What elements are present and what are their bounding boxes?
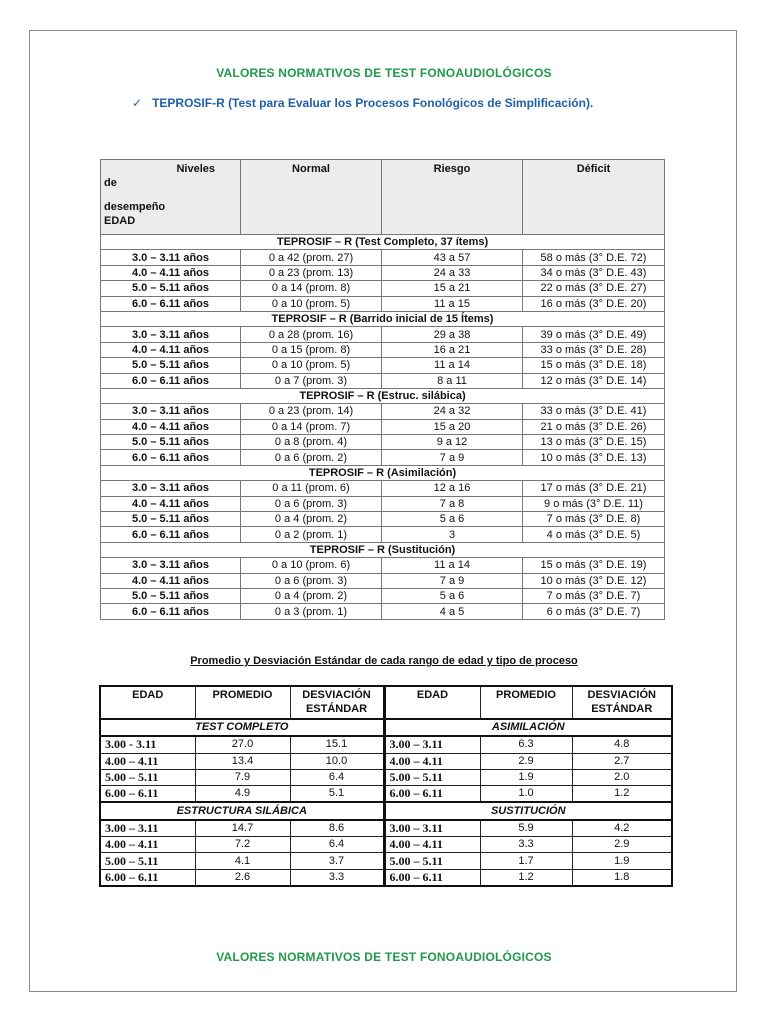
age-cell-right: 3.00 – 3.11 <box>384 736 480 753</box>
table-row <box>100 753 672 769</box>
age-cell: 4.0 – 4.11 años <box>101 496 241 511</box>
desviacion-cell-right: 1.8 <box>572 869 672 886</box>
promedio-cell-right: 6.3 <box>480 736 572 753</box>
desviacion-cell-left: 5.1 <box>290 786 384 803</box>
desviacion-cell-right: 2.9 <box>572 837 672 853</box>
section-header-row <box>101 542 665 557</box>
desviacion-cell-right: 2.0 <box>572 769 672 785</box>
deficit-cell: 9 o más (3° D.E. 11) <box>523 496 665 511</box>
group-title-right: SUSTITUCIÓN <box>384 802 672 819</box>
deficit-cell: 13 o más (3° D.E. 15) <box>523 435 665 450</box>
desviacion-cell-right: 2.7 <box>572 753 672 769</box>
header-levels <box>101 160 241 235</box>
promedio-cell-left: 13.4 <box>195 753 290 769</box>
section-title: TEPROSIF – R (Asimilación) <box>101 465 665 480</box>
deficit-cell: 58 o más (3° D.E. 72) <box>523 250 665 265</box>
riesgo-cell: 43 a 57 <box>382 250 523 265</box>
footer-title: VALORES NORMATIVOS DE TEST FONOAUDIOLÓGICOS <box>216 950 552 964</box>
promedio-cell-right: 1.7 <box>480 853 572 869</box>
normal-cell: 0 a 2 (prom. 1) <box>241 527 382 542</box>
age-cell: 4.0 – 4.11 años <box>101 342 241 357</box>
riesgo-cell: 7 a 9 <box>382 450 523 465</box>
table-row <box>101 588 665 603</box>
section-header-row <box>101 311 665 326</box>
table-row <box>101 496 665 511</box>
riesgo-cell: 5 a 6 <box>382 588 523 603</box>
table-row <box>101 512 665 527</box>
section-header-row <box>101 465 665 480</box>
age-cell-right: 5.00 – 5.11 <box>384 853 480 869</box>
header-levels-line2: de <box>104 177 117 189</box>
section-header-row <box>101 388 665 403</box>
group-header-row <box>100 802 672 819</box>
riesgo-cell: 11 a 15 <box>382 296 523 311</box>
deficit-cell: 16 o más (3° D.E. 20) <box>523 296 665 311</box>
riesgo-cell: 24 a 33 <box>382 265 523 280</box>
promedio-cell-right: 1.9 <box>480 769 572 785</box>
deficit-cell: 7 o más (3° D.E. 7) <box>523 588 665 603</box>
age-cell-right: 6.00 – 6.11 <box>384 786 480 803</box>
section-header-row <box>101 235 665 250</box>
deficit-cell: 21 o más (3° D.E. 26) <box>523 419 665 434</box>
normal-cell: 0 a 7 (prom. 3) <box>241 373 382 388</box>
header-levels-line4: EDAD <box>104 215 136 227</box>
promedio-cell-left: 7.9 <box>195 769 290 785</box>
riesgo-cell: 24 a 32 <box>382 404 523 419</box>
normal-cell: 0 a 6 (prom. 2) <box>241 450 382 465</box>
promedio-cell-left: 14.7 <box>195 820 290 837</box>
deficit-cell: 15 o más (3° D.E. 18) <box>523 358 665 373</box>
subtitle <box>132 96 593 110</box>
promedio-cell-left: 4.1 <box>195 853 290 869</box>
header-deficit: Déficit <box>523 160 665 235</box>
age-cell-right: 4.00 – 4.11 <box>384 753 480 769</box>
riesgo-cell: 15 a 21 <box>382 281 523 296</box>
promedio-cell-left: 7.2 <box>195 837 290 853</box>
age-cell-right: 4.00 – 4.11 <box>384 837 480 853</box>
header-desviacion-right-line1: DESVIACIÓN <box>587 689 656 701</box>
age-cell: 6.0 – 6.11 años <box>101 604 241 619</box>
age-cell: 6.0 – 6.11 años <box>101 373 241 388</box>
table-row <box>100 769 672 785</box>
riesgo-cell: 12 a 16 <box>382 481 523 496</box>
age-cell-left: 4.00 – 4.11 <box>100 837 195 853</box>
table-row <box>101 342 665 357</box>
desviacion-cell-left: 15.1 <box>290 736 384 753</box>
header-riesgo: Riesgo <box>382 160 523 235</box>
deficit-cell: 4 o más (3° D.E. 5) <box>523 527 665 542</box>
table2-caption: Promedio y Desviación Estándar de cada rango de edad y tipo de proceso <box>190 655 578 667</box>
subtitle-text: TEPROSIF-R (Test para Evaluar los Procesos Fonológicos de Simplificación). <box>152 96 594 110</box>
age-cell: 5.0 – 5.11 años <box>101 281 241 296</box>
age-cell: 3.0 – 3.11 años <box>101 404 241 419</box>
age-cell: 6.0 – 6.11 años <box>101 296 241 311</box>
table-row <box>101 604 665 619</box>
age-cell: 3.0 – 3.11 años <box>101 327 241 342</box>
normal-cell: 0 a 6 (prom. 3) <box>241 496 382 511</box>
promedio-cell-left: 4.9 <box>195 786 290 803</box>
normal-cell: 0 a 6 (prom. 3) <box>241 573 382 588</box>
age-cell-left: 3.00 - 3.11 <box>100 736 195 753</box>
promedio-cell-left: 27.0 <box>195 736 290 753</box>
deficit-cell: 39 o más (3° D.E. 49) <box>523 327 665 342</box>
riesgo-cell: 29 a 38 <box>382 327 523 342</box>
deficit-cell: 22 o más (3° D.E. 27) <box>523 281 665 296</box>
desviacion-cell-left: 8.6 <box>290 820 384 837</box>
header-desviacion-left-line2: ESTÁNDAR <box>305 703 368 715</box>
header-desviacion-left-line1: DESVIACIÓN <box>302 689 371 701</box>
riesgo-cell: 7 a 8 <box>382 496 523 511</box>
desviacion-cell-left: 3.7 <box>290 853 384 869</box>
desviacion-cell-right: 1.9 <box>572 853 672 869</box>
normal-cell: 0 a 11 (prom. 6) <box>241 481 382 496</box>
section-title: TEPROSIF – R (Sustitución) <box>101 542 665 557</box>
deficit-cell: 17 o más (3° D.E. 21) <box>523 481 665 496</box>
table-row <box>101 573 665 588</box>
age-cell: 5.0 – 5.11 años <box>101 512 241 527</box>
header-promedio-left: PROMEDIO <box>195 686 290 719</box>
desviacion-cell-left: 10.0 <box>290 753 384 769</box>
header-promedio-right: PROMEDIO <box>480 686 572 719</box>
table-row <box>100 869 672 886</box>
table-row <box>101 481 665 496</box>
normal-cell: 0 a 28 (prom. 16) <box>241 327 382 342</box>
normal-cell: 0 a 3 (prom. 1) <box>241 604 382 619</box>
normal-cell: 0 a 4 (prom. 2) <box>241 512 382 527</box>
table-row <box>100 786 672 803</box>
desviacion-cell-right: 4.2 <box>572 820 672 837</box>
table-row <box>101 281 665 296</box>
age-cell-right: 6.00 – 6.11 <box>384 869 480 886</box>
page-title: VALORES NORMATIVOS DE TEST FONOAUDIOLÓGICOS <box>216 66 552 80</box>
desviacion-cell-right: 4.8 <box>572 736 672 753</box>
normal-cell: 0 a 14 (prom. 7) <box>241 419 382 434</box>
promedio-cell-right: 1.0 <box>480 786 572 803</box>
table-row <box>101 527 665 542</box>
normal-cell: 0 a 23 (prom. 13) <box>241 265 382 280</box>
age-cell: 3.0 – 3.11 años <box>101 250 241 265</box>
table-row <box>101 327 665 342</box>
age-cell: 4.0 – 4.11 años <box>101 419 241 434</box>
table-row <box>101 358 665 373</box>
age-cell: 5.0 – 5.11 años <box>101 435 241 450</box>
table-row <box>101 404 665 419</box>
age-cell: 4.0 – 4.11 años <box>101 573 241 588</box>
mean-sd-table <box>99 685 673 887</box>
header-desviacion-left <box>290 686 384 719</box>
group-title-left: ESTRUCTURA SILÁBICA <box>100 802 384 819</box>
deficit-cell: 33 o más (3° D.E. 41) <box>523 404 665 419</box>
age-cell-right: 3.00 – 3.11 <box>384 820 480 837</box>
section-title: TEPROSIF – R (Test Completo, 37 ítems) <box>101 235 665 250</box>
desviacion-cell-left: 3.3 <box>290 869 384 886</box>
deficit-cell: 12 o más (3° D.E. 14) <box>523 373 665 388</box>
header-desviacion-right-line2: ESTÁNDAR <box>591 703 653 715</box>
table-row <box>101 435 665 450</box>
riesgo-cell: 7 a 9 <box>382 573 523 588</box>
normal-cell: 0 a 4 (prom. 2) <box>241 588 382 603</box>
table-row <box>101 558 665 573</box>
header-desviacion-right <box>572 686 672 719</box>
riesgo-cell: 11 a 14 <box>382 558 523 573</box>
table-row <box>100 736 672 753</box>
riesgo-cell: 15 a 20 <box>382 419 523 434</box>
group-title-left: TEST COMPLETO <box>100 719 384 736</box>
age-cell-left: 4.00 – 4.11 <box>100 753 195 769</box>
table-row <box>101 265 665 280</box>
teprosif-table <box>100 159 665 620</box>
promedio-cell-right: 2.9 <box>480 753 572 769</box>
group-title-right: ASIMILACIÓN <box>384 719 672 736</box>
riesgo-cell: 4 a 5 <box>382 604 523 619</box>
header-levels-line3: desempeño <box>104 201 166 213</box>
desviacion-cell-left: 6.4 <box>290 837 384 853</box>
desviacion-cell-left: 6.4 <box>290 769 384 785</box>
age-cell: 5.0 – 5.11 años <box>101 358 241 373</box>
riesgo-cell: 16 a 21 <box>382 342 523 357</box>
age-cell: 6.0 – 6.11 años <box>101 527 241 542</box>
age-cell-left: 5.00 – 5.11 <box>100 769 195 785</box>
checkmark-icon: ✓ <box>132 96 143 110</box>
deficit-cell: 7 o más (3° D.E. 8) <box>523 512 665 527</box>
riesgo-cell: 5 a 6 <box>382 512 523 527</box>
table-row <box>101 373 665 388</box>
table-row <box>101 419 665 434</box>
table-row <box>100 853 672 869</box>
deficit-cell: 33 o más (3° D.E. 28) <box>523 342 665 357</box>
age-cell: 5.0 – 5.11 años <box>101 588 241 603</box>
normal-cell: 0 a 10 (prom. 5) <box>241 358 382 373</box>
age-cell-left: 5.00 – 5.11 <box>100 853 195 869</box>
riesgo-cell: 8 a 11 <box>382 373 523 388</box>
desviacion-cell-right: 1.2 <box>572 786 672 803</box>
table-row <box>101 296 665 311</box>
section-title: TEPROSIF – R (Estruc. silábica) <box>101 388 665 403</box>
table-row <box>100 837 672 853</box>
age-cell-left: 6.00 – 6.11 <box>100 869 195 886</box>
group-header-row <box>100 719 672 736</box>
header-edad-right: EDAD <box>384 686 480 719</box>
riesgo-cell: 9 a 12 <box>382 435 523 450</box>
deficit-cell: 10 o más (3° D.E. 12) <box>523 573 665 588</box>
header-edad-left: EDAD <box>100 686 195 719</box>
normal-cell: 0 a 15 (prom. 8) <box>241 342 382 357</box>
age-cell: 3.0 – 3.11 años <box>101 481 241 496</box>
deficit-cell: 15 o más (3° D.E. 19) <box>523 558 665 573</box>
riesgo-cell: 3 <box>382 527 523 542</box>
normal-cell: 0 a 10 (prom. 5) <box>241 296 382 311</box>
promedio-cell-right: 1.2 <box>480 869 572 886</box>
table-row <box>100 820 672 837</box>
table-row <box>101 250 665 265</box>
age-cell: 6.0 – 6.11 años <box>101 450 241 465</box>
age-cell-right: 5.00 – 5.11 <box>384 769 480 785</box>
promedio-cell-right: 5.9 <box>480 820 572 837</box>
deficit-cell: 34 o más (3° D.E. 43) <box>523 265 665 280</box>
age-cell-left: 6.00 – 6.11 <box>100 786 195 803</box>
header-normal: Normal <box>241 160 382 235</box>
deficit-cell: 6 o más (3° D.E. 7) <box>523 604 665 619</box>
age-cell: 3.0 – 3.11 años <box>101 558 241 573</box>
normal-cell: 0 a 8 (prom. 4) <box>241 435 382 450</box>
promedio-cell-left: 2.6 <box>195 869 290 886</box>
section-title: TEPROSIF – R (Barrido inicial de 15 Ítems) <box>101 311 665 326</box>
header-levels-line1: Niveles <box>176 163 215 175</box>
normal-cell: 0 a 10 (prom. 6) <box>241 558 382 573</box>
riesgo-cell: 11 a 14 <box>382 358 523 373</box>
promedio-cell-right: 3.3 <box>480 837 572 853</box>
normal-cell: 0 a 14 (prom. 8) <box>241 281 382 296</box>
age-cell-left: 3.00 – 3.11 <box>100 820 195 837</box>
table-row <box>101 450 665 465</box>
deficit-cell: 10 o más (3° D.E. 13) <box>523 450 665 465</box>
normal-cell: 0 a 42 (prom. 27) <box>241 250 382 265</box>
normal-cell: 0 a 23 (prom. 14) <box>241 404 382 419</box>
age-cell: 4.0 – 4.11 años <box>101 265 241 280</box>
